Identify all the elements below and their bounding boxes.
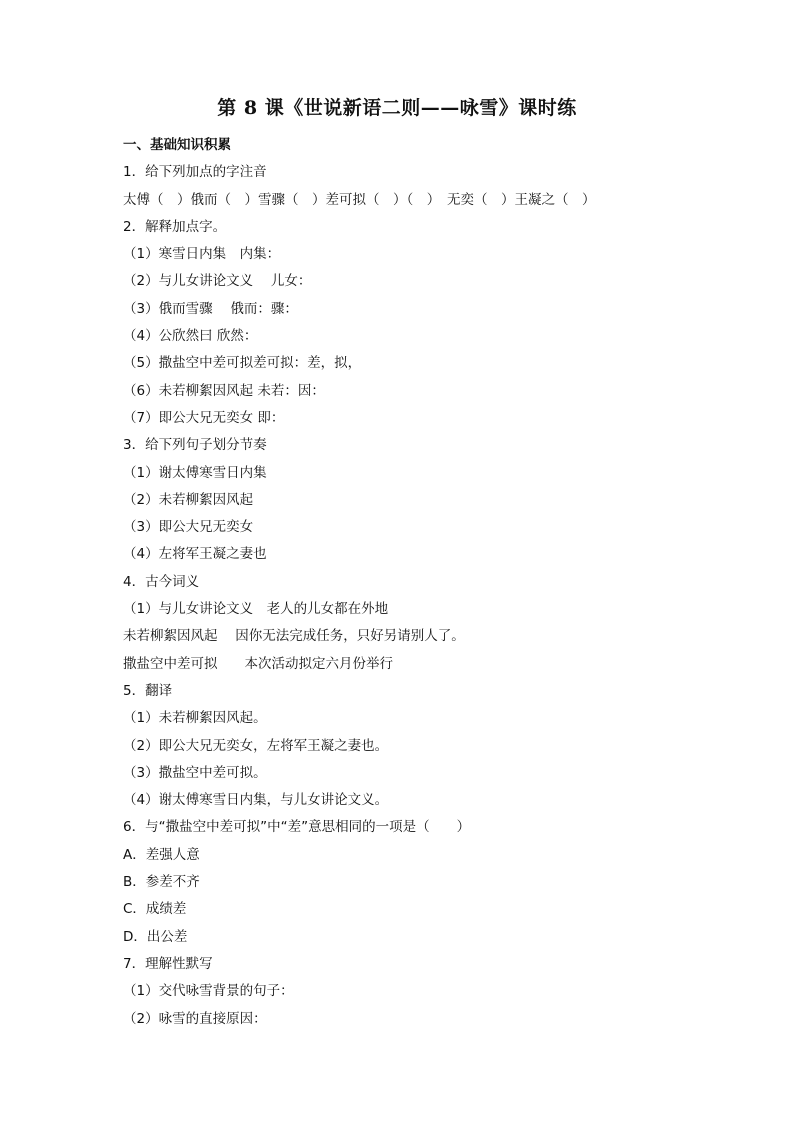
question-4-item: （1）与儿女讲论文义 老人的儿女都在外地 [123, 601, 389, 618]
question-6-option: B．参差不齐 [123, 874, 200, 891]
question-2-stem: 2．解释加点字。 [123, 218, 227, 235]
page-title: 第 8 课《世说新语二则——咏雪》课时练 [217, 97, 577, 119]
question-6-option: A．差强人意 [123, 846, 200, 863]
question-2-item: （4）公欣然曰 欣然： [123, 328, 258, 345]
question-5-item: （4）谢太傅寒雪日内集，与儿女讲论文义。 [123, 792, 389, 809]
question-3-item: （1）谢太傅寒雪日内集 [123, 464, 267, 481]
question-3-item: （4）左将军王凝之妻也 [123, 546, 267, 563]
question-1-stem: 1．给下列加点的字注音 [123, 164, 267, 181]
question-6-stem: 6．与“撒盐空中差可拟”中“差”意思相同的一项是（ ） [123, 819, 471, 836]
document-body [123, 132, 683, 1033]
question-4-stem: 4．古今词义 [123, 573, 200, 590]
question-6-option: C．成绩差 [123, 901, 187, 918]
question-2-item: （3）俄而雪骤 俄而：骤： [123, 300, 298, 317]
question-3-stem: 3．给下列句子划分节奏 [123, 437, 267, 454]
question-5-stem: 5．翻译 [123, 682, 173, 699]
section-heading: 一、基础知识积累 [123, 137, 231, 153]
question-6-option: D．出公差 [123, 928, 188, 945]
question-7-item: （1）交代咏雪背景的句子： [123, 983, 294, 1000]
question-3-item: （3）即公大兄无奕女 [123, 519, 254, 536]
question-5-item: （2）即公大兄无奕女，左将军王凝之妻也。 [123, 737, 389, 754]
question-5-item: （3）撒盐空中差可拟。 [123, 764, 267, 781]
question-3-item: （2）未若柳絮因风起 [123, 491, 254, 508]
question-7-item: （2）咏雪的直接原因： [123, 1010, 267, 1027]
question-4-item: 未若柳絮因风起 因你无法完成任务，只好另请别人了。 [123, 628, 465, 645]
question-2-item: （7）即公大兄无奕女 即： [123, 409, 285, 426]
question-2-item: （1）寒雪日内集 内集： [123, 246, 281, 263]
question-5-item: （1）未若柳絮因风起。 [123, 710, 267, 727]
question-7-stem: 7．理解性默写 [123, 955, 213, 972]
question-2-item: （5）撒盐空中差可拟差可拟：差，拟， [123, 355, 362, 372]
question-1-items: 太傅（ ）俄而（ ）雪骤（ ）差可拟（ ）（ ） 无奕（ ）王凝之（ ） [123, 191, 596, 208]
question-4-item: 撒盐空中差可拟 本次活动拟定六月份举行 [123, 655, 393, 672]
question-2-item: （6）未若柳絮因风起 未若：因： [123, 382, 325, 399]
question-2-item: （2）与儿女讲论文义 儿女： [123, 273, 312, 290]
